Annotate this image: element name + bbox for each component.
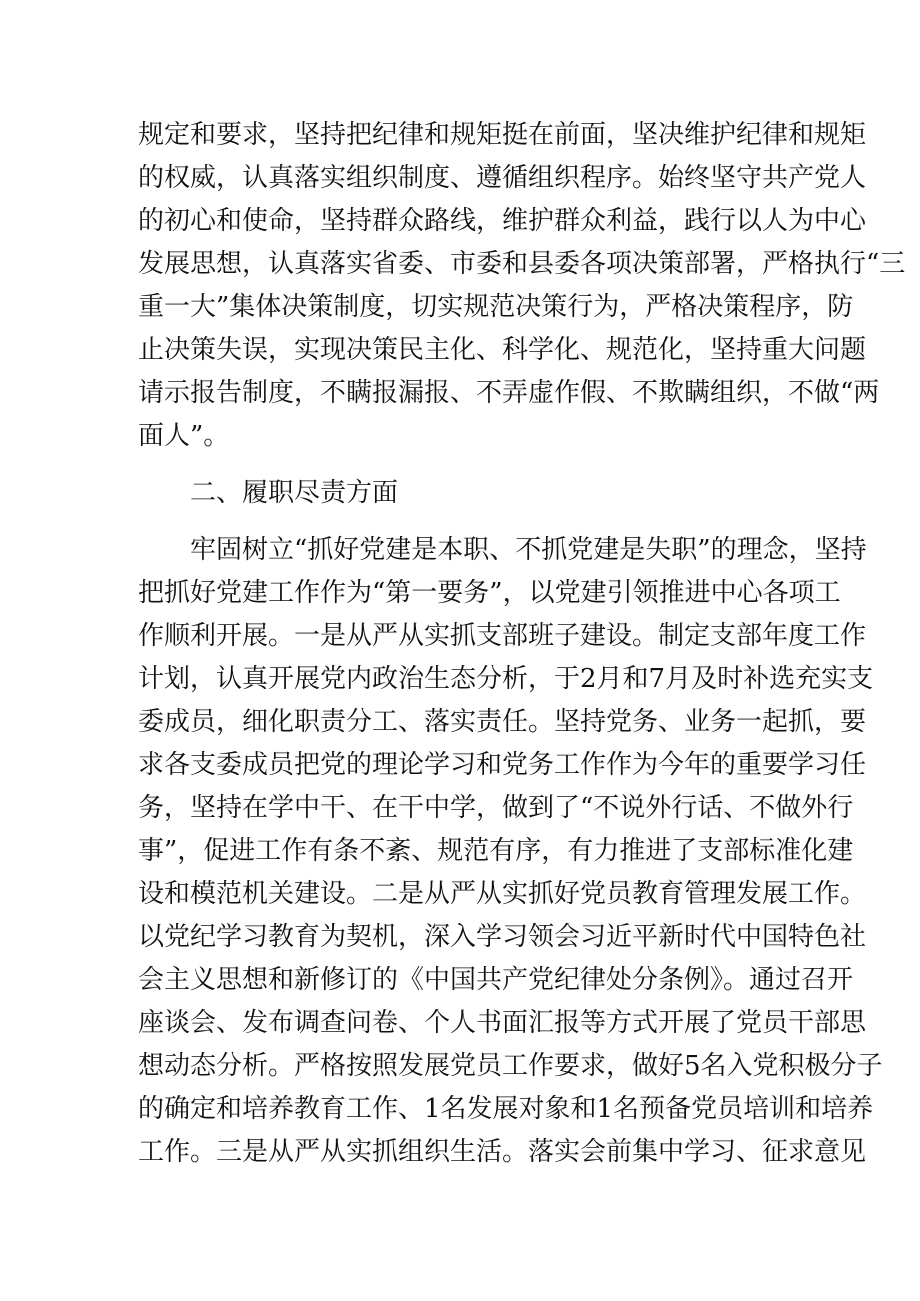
paragraph-1-line: 发展思想，认真落实省委、市委和县委各项决策部署，严格执行“三 — [138, 249, 906, 279]
paragraph-2-line: 的确定和培养教育工作、1名发展对象和1名预备党员培训和培养 — [138, 1094, 874, 1124]
paragraph-1-line: 止决策失误，实现决策民主化、科学化、规范化，坚持重大问题 — [138, 335, 867, 365]
paragraph-2-line: 座谈会、发布调查问卷、个人书面汇报等方式开展了党员干部思 — [138, 1008, 867, 1038]
paragraph-2-line: 把抓好党建工作作为“第一要务”，以党建引领推进中心各项工 — [138, 578, 841, 608]
paragraph-2-line: 计划，认真开展党内政治生态分析，于2月和7月及时补选充实支 — [138, 664, 874, 694]
paragraph-1-line: 重一大”集体决策制度，切实规范决策行为，严格决策程序，防 — [138, 292, 854, 322]
paragraph-2-line: 牢固树立“抓好党建是本职、不抓党建是失职”的理念，坚持 — [190, 535, 867, 565]
paragraph-2-line: 事”，促进工作有条不紊、规范有序，有力推进了支部标准化建 — [138, 836, 854, 866]
paragraph-1-line: 的权威，认真落实组织制度、遵循组织程序。始终坚守共产党人 — [138, 163, 867, 193]
paragraph-2-line: 求各支委成员把党的理论学习和党务工作作为今年的重要学习任 — [138, 750, 867, 780]
paragraph-1-line: 面人”。 — [138, 421, 230, 451]
paragraph-2-line: 委成员，细化职责分工、落实责任。坚持党务、业务一起抓，要 — [138, 707, 867, 737]
paragraph-1-line: 的初心和使命，坚持群众路线，维护群众利益，践行以人为中心 — [138, 206, 867, 236]
paragraph-2-line: 以党纪学习教育为契机，深入学习领会习近平新时代中国特色社 — [138, 922, 867, 952]
paragraph-2-line: 务，坚持在学中干、在干中学，做到了“不说外行话、不做外行 — [138, 793, 854, 823]
paragraph-1-line: 规定和要求，坚持把纪律和规矩挺在前面，坚决维护纪律和规矩 — [138, 120, 867, 150]
paragraph-2-line: 工作。三是从严从实抓组织生活。落实会前集中学习、征求意见 — [138, 1137, 867, 1167]
section-heading: 二、履职尽责方面 — [190, 478, 399, 508]
paragraph-2-line: 作顺利开展。一是从严从实抓支部班子建设。制定支部年度工作 — [138, 621, 867, 651]
paragraph-2-line: 会主义思想和新修订的《中国共产党纪律处分条例》。通过召开 — [138, 965, 854, 995]
paragraph-2-line: 设和模范机关建设。二是从严从实抓好党员教育管理发展工作。 — [138, 879, 867, 909]
paragraph-2-line: 想动态分析。严格按照发展党员工作要求，做好5名入党积极分子 — [138, 1051, 883, 1081]
paragraph-1-line: 请示报告制度，不瞒报漏报、不弄虚作假、不欺瞒组织，不做“两 — [138, 378, 880, 408]
